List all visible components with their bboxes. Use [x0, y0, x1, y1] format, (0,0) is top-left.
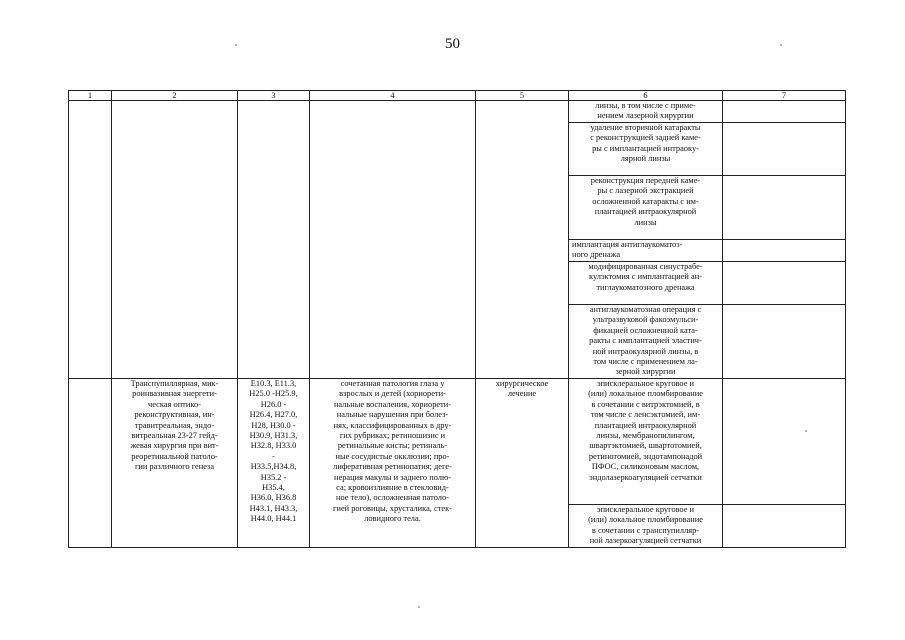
empty-cell [69, 379, 112, 548]
scan-speck [235, 44, 237, 46]
table-row [69, 379, 846, 505]
empty-cell [69, 101, 112, 379]
scan-speck [805, 430, 807, 432]
empty-cell [723, 505, 846, 548]
column-header: 3 [238, 91, 310, 101]
page-number: 50 [445, 36, 460, 52]
column-header: 4 [310, 91, 476, 101]
empty-cell [112, 101, 238, 379]
procedure-name-cell: Транспупиллярная, мик- роинвазивная энергети- ческая оптико- реконструктивная, ин- травитреальная, эндо- витреальная 23-27 гейд- жевая хирургия при вит- реоретинальной патоло- гии различного генеза [112, 379, 238, 548]
procedures-table [68, 90, 846, 548]
method-cell: эписклеральное круговое и (или) локальное пломбирование в сочетании с витрэктомией, в том числе с ленсэктомией, им- плантацией интраокулярной линзы, мембранопилингом, швартэктомией, швартотомией, ретинотомией, эндотампонадой ПФОС, силиконовым маслом, эндолазеркоагуляцией сетчатки [569, 379, 723, 505]
treatment-type-cell: хирургическое лечение [476, 379, 569, 548]
empty-cell [723, 379, 846, 505]
column-header: 2 [112, 91, 238, 101]
method-cell: эписклеральное круговое и (или) локальное пломбирование в сочетании с транспупилляр- ной лазеркоагуляцией сетчатки [569, 505, 723, 548]
empty-cell [723, 123, 846, 176]
column-header: 5 [476, 91, 569, 101]
patient-model-cell: сочетанная патология глаза у взрослых и детей (хориорети- нальные воспаления, хориорети- нальные нарушения при болез- нях, классифицированных в дру- гих рубриках; ретиношизис и ретинальные кисты; ретиналь- ные сосудистые окклюзии; про- лиферативная ретинопатия; деге- нерация макулы и заднего полю- са; кровоизлияние в стекловид- ное тело), осложненная патоло- гией роговицы, хрусталика, стек- ловидного тела. [310, 379, 476, 548]
method-cell: удаление вторичной катаракты с реконструкцией задней каме- ры с имплантацией интраоку- лярной линзы [569, 123, 723, 176]
empty-cell [723, 240, 846, 262]
scan-speck [418, 606, 420, 608]
method-cell: реконструкция передней каме- ры с лазерной экстракцией осложненной катаракты с им- плантацией интраокулярной линзы [569, 176, 723, 240]
scan-speck [780, 44, 782, 46]
empty-cell [723, 305, 846, 379]
method-cell: модифицированная синустрабе- кулэктомия с имплантацией ан- тиглаукоматозного дренажа [569, 262, 723, 305]
empty-cell [238, 101, 310, 379]
icd-codes-cell: E10.3, E11.3, H25.0 -H25.9, H26.0 - H26.4, H27.0, H28, H30.0 - H30.9, H31.3, H32.8, H33.0 - H33.5,H34.8, H35.2 - H35.4, H36.0, H36.8 H43.1, H43.3, H44.0, H44.1 [238, 379, 310, 548]
column-header: 1 [69, 91, 112, 101]
method-cell: имплантация антиглаукоматоз- ного дренажа [569, 240, 723, 262]
column-header: 7 [723, 91, 846, 101]
empty-cell [723, 262, 846, 305]
column-number-row [69, 91, 846, 101]
method-cell: линзы, в том числе с приме- нением лазерной хирургии [569, 101, 723, 123]
method-cell: антиглаукоматозная операция с ультразвуковой факоэмульси- фикацией осложненной ката- ракты с имплантацией эластич- ной интраокулярной линзы, в том числе с применением ла- зерной хирургии [569, 305, 723, 379]
empty-cell [310, 101, 476, 379]
empty-cell [723, 101, 846, 123]
empty-cell [723, 176, 846, 240]
empty-cell [476, 101, 569, 379]
table-row [69, 101, 846, 123]
column-header: 6 [569, 91, 723, 101]
